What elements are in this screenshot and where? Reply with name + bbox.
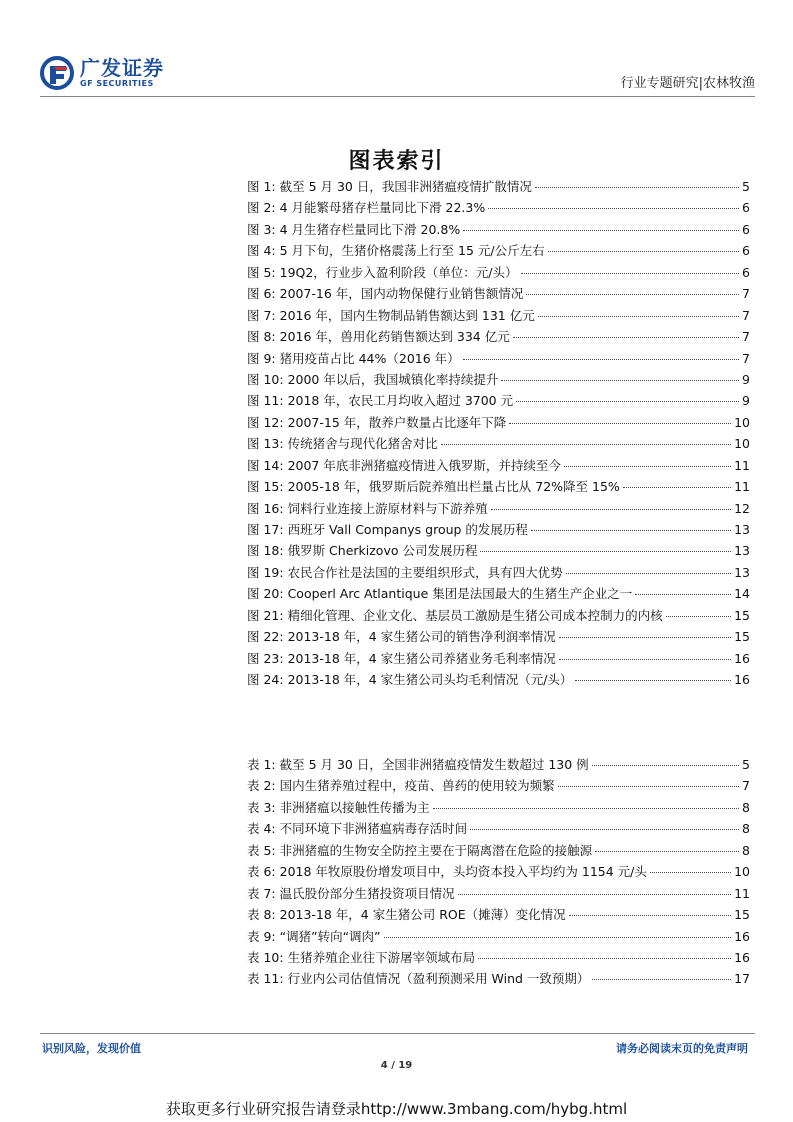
figure-entry-page: 9 — [742, 371, 750, 387]
figure-entry[interactable] — [247, 456, 750, 477]
dot-leader — [592, 979, 731, 980]
dot-leader — [635, 594, 731, 595]
table-entry-page: 8 — [742, 821, 750, 837]
figure-entry-title: 图 7: 2016 年，国内生物制品销售额达到 131 亿元 — [247, 307, 535, 323]
table-entry[interactable] — [247, 819, 750, 840]
footer-slogan: 识别风险，发现价值 — [42, 1042, 141, 1055]
figure-entry-page: 5 — [742, 179, 750, 194]
dot-leader — [538, 316, 739, 317]
figure-entry[interactable] — [247, 391, 750, 412]
figure-entry-page: 10 — [734, 436, 750, 452]
table-entry-title: 表 4: 不同环境下非洲猪瘟病毒存活时间 — [247, 821, 468, 837]
figure-entry[interactable] — [247, 670, 750, 691]
dot-leader — [516, 401, 739, 402]
dot-leader — [501, 380, 739, 381]
figure-entry-title: 图 11: 2018 年，农民工月均收入超过 3700 元 — [247, 393, 514, 409]
figure-entry[interactable] — [247, 263, 750, 284]
figure-entry[interactable] — [247, 370, 750, 391]
dot-leader — [535, 187, 739, 188]
table-entry-page: 11 — [734, 885, 750, 901]
table-entry[interactable] — [247, 841, 750, 862]
dot-leader — [650, 872, 731, 873]
figure-entry-page: 10 — [734, 414, 750, 430]
dot-leader — [558, 786, 739, 787]
table-entry-title: 表 5: 非洲猪瘟的生物安全防控主要在于隔离潜在危险的接触源 — [247, 842, 593, 858]
figure-entry-page: 7 — [742, 286, 750, 302]
figure-entry-title: 图 18: 俄罗斯 Cherkizovo 公司发展历程 — [247, 543, 478, 559]
figure-entry-page: 15 — [734, 607, 750, 623]
table-entry-title: 表 6: 2018 年牧原股份增发项目中，头均资本投入平均约为 1154 元/头 — [247, 864, 647, 880]
dot-leader — [559, 659, 731, 660]
dot-leader — [526, 294, 739, 295]
footer-divider — [40, 1033, 755, 1034]
table-entry[interactable] — [247, 776, 750, 797]
figure-entry-page: 7 — [742, 329, 750, 345]
dot-leader — [595, 851, 739, 852]
figure-entry-title: 图 17: 西班牙 Vall Companys group 的发展历程 — [247, 522, 528, 537]
dot-leader — [488, 208, 739, 209]
figure-entry[interactable] — [247, 177, 750, 198]
table-entry-page: 16 — [734, 928, 750, 944]
figure-entry-title: 图 10: 2000 年以后，我国城镇化率持续提升 — [247, 371, 499, 387]
dot-leader — [433, 808, 739, 809]
figure-entry-page: 7 — [742, 350, 750, 366]
table-entry-title: 表 7: 温氏股份部分生猪投资项目情况 — [247, 885, 455, 901]
dot-leader — [513, 337, 739, 338]
figure-entry[interactable] — [247, 327, 750, 348]
figure-entry[interactable] — [247, 198, 750, 219]
page-header — [40, 52, 755, 96]
table-entry[interactable] — [247, 755, 750, 776]
figure-entry[interactable] — [247, 541, 750, 562]
dot-leader — [463, 359, 739, 360]
figure-entry-page: 14 — [734, 586, 750, 602]
figure-entry-title: 图 6: 2007-16 年，国内动物保健行业销售额情况 — [247, 286, 524, 302]
dot-leader — [521, 273, 740, 274]
figure-entry-page: 13 — [734, 522, 750, 537]
header-divider — [40, 96, 755, 97]
figure-entry-page: 11 — [734, 479, 750, 495]
table-entry-page: 10 — [734, 864, 750, 880]
figure-entry-page: 13 — [734, 564, 750, 580]
figure-entry[interactable] — [247, 606, 750, 627]
table-entry[interactable] — [247, 927, 750, 948]
figure-entry[interactable] — [247, 649, 750, 670]
dot-leader — [463, 230, 739, 231]
table-entry[interactable] — [247, 798, 750, 819]
figure-entry-page: 13 — [734, 543, 750, 559]
figure-entry[interactable] — [247, 434, 750, 455]
figure-entry-title: 图 21: 精细化管理、企业文化、基层员工激励是生猪公司成本控制力的内核 — [247, 607, 663, 623]
figure-entry-title: 图 15: 2005-18 年，俄罗斯后院养殖出栏量占比从 72%降至 15% — [247, 479, 620, 495]
figure-entry-title: 图 22: 2013-18 年，4 家生猪公司的销售净利润率情况 — [247, 629, 556, 645]
dot-leader — [666, 616, 732, 617]
table-entry-title: 表 9: “调猪”转向“调肉” — [247, 928, 381, 944]
figure-entry[interactable] — [247, 477, 750, 498]
logo-chinese-name: 广发证券 — [80, 56, 164, 80]
figure-entry-title: 图 5: 19Q2，行业步入盈利阶段（单位：元/头） — [247, 264, 518, 280]
dot-leader — [441, 444, 732, 445]
logo-english-name: GF SECURITIES — [80, 79, 154, 88]
figure-entry-title: 图 3: 4 月生猪存栏量同比下滑 20.8% — [247, 221, 461, 237]
figure-entry[interactable] — [247, 499, 750, 520]
figure-entry[interactable] — [247, 220, 750, 241]
figure-entry-title: 图 1: 截至 5 月 30 日，我国非洲猪瘟疫情扩散情况 — [247, 179, 532, 194]
figure-entry[interactable] — [247, 349, 750, 370]
figure-entry[interactable] — [247, 284, 750, 305]
dot-leader — [531, 530, 731, 531]
table-index-list — [247, 755, 750, 991]
table-entry-title: 表 2: 国内生猪养殖过程中，疫苗、兽药的使用较为频繁 — [247, 778, 555, 794]
dot-leader — [384, 937, 732, 938]
figure-entry-page: 6 — [742, 200, 750, 216]
dot-leader — [478, 958, 731, 959]
dot-leader — [470, 829, 739, 830]
table-entry-page: 8 — [742, 799, 750, 815]
figure-entry-title: 图 4: 5 月下旬，生猪价格震荡上行至 15 元/公斤左右 — [247, 243, 545, 259]
figure-entry[interactable] — [247, 563, 750, 584]
figure-entry-page: 16 — [734, 650, 750, 666]
dot-leader — [548, 251, 739, 252]
figure-entry[interactable] — [247, 627, 750, 648]
figure-entry-page: 6 — [742, 264, 750, 280]
table-entry-title: 表 3: 非洲猪瘟以接触性传播为主 — [247, 799, 430, 815]
table-entry[interactable] — [247, 969, 750, 990]
figure-entry-title: 图 13: 传统猪舍与现代化猪舍对比 — [247, 436, 438, 452]
figure-entry-page: 12 — [734, 500, 750, 516]
table-entry-title: 表 1: 截至 5 月 30 日，全国非洲猪瘟疫情发生数超过 130 例 — [247, 757, 589, 772]
figure-entry-title: 图 12: 2007-15 年，散养户数量占比逐年下降 — [247, 414, 507, 430]
table-entry-page: 16 — [734, 949, 750, 965]
figure-entry-title: 图 16: 饲料行业连接上游原材料与下游养殖 — [247, 500, 488, 516]
table-entry[interactable] — [247, 884, 750, 905]
figure-entry-page: 16 — [734, 672, 750, 688]
figure-entry-title: 图 14: 2007 年底非洲猪瘟疫情进入俄罗斯，并持续至今 — [247, 457, 561, 473]
report-category: 行业专题研究|农林牧渔 — [620, 76, 755, 91]
dot-leader — [491, 509, 732, 510]
figure-entry[interactable] — [247, 413, 750, 434]
watermark-text: 获取更多行业研究报告请登录http://www.3mbang.com/hybg.html — [165, 1100, 628, 1118]
table-entry-page: 17 — [734, 971, 750, 987]
figure-entry-title: 图 9: 猪用疫苗占比 44%（2016 年） — [247, 350, 460, 366]
dot-leader — [575, 680, 731, 681]
dot-leader — [592, 765, 739, 766]
table-entry-page: 5 — [742, 757, 750, 772]
figure-entry-title: 图 23: 2013-18 年，4 家生猪公司养猪业务毛利率情况 — [247, 650, 556, 666]
figure-entry-title: 图 24: 2013-18 年，4 家生猪公司头均毛利情况（元/头） — [247, 672, 573, 688]
table-entry[interactable] — [247, 862, 750, 883]
dot-leader — [569, 915, 731, 916]
page-number: 4 / 19 — [380, 1060, 413, 1071]
dot-leader — [480, 551, 731, 552]
figure-entry-page: 6 — [742, 243, 750, 259]
figure-entry-title: 图 2: 4 月能繁母猪存栏量同比下滑 22.3% — [247, 200, 486, 216]
figure-entry-title: 图 19: 农民合作社是法国的主要组织形式，具有四大优势 — [247, 564, 563, 580]
footer-disclaimer-note: 请务必阅读末页的免责声明 — [616, 1042, 748, 1055]
table-entry-title: 表 10: 生猪养殖企业往下游屠宰领域布局 — [247, 949, 476, 965]
figure-entry[interactable] — [247, 306, 750, 327]
dot-leader — [564, 466, 731, 467]
table-entry[interactable] — [247, 905, 750, 926]
figure-index-list — [247, 177, 750, 692]
table-entry-page: 15 — [734, 907, 750, 923]
dot-leader — [509, 423, 731, 424]
figure-entry-title: 图 20: Cooperl Arc Atlantique 集团是法国最大的生猪生产企业之一 — [247, 586, 633, 602]
table-entry-page: 7 — [742, 778, 750, 794]
dot-leader — [566, 573, 732, 574]
figure-entry-page: 9 — [742, 393, 750, 409]
figure-entry-title: 图 8: 2016 年，兽用化药销售额达到 334 亿元 — [247, 329, 510, 345]
figure-entry-page: 7 — [742, 307, 750, 323]
dot-leader — [559, 637, 731, 638]
dot-leader — [458, 894, 731, 895]
figure-entry-page: 6 — [742, 221, 750, 237]
dot-leader — [623, 487, 731, 488]
figure-entry[interactable] — [247, 241, 750, 262]
company-logo — [40, 56, 164, 90]
figure-entry[interactable] — [247, 584, 750, 605]
figure-entry-page: 11 — [734, 457, 750, 473]
table-entry-page: 8 — [742, 842, 750, 858]
table-entry[interactable] — [247, 948, 750, 969]
table-entry-title: 表 8: 2013-18 年，4 家生猪公司 ROE（摊薄）变化情况 — [247, 907, 566, 923]
figure-entry-page: 15 — [734, 629, 750, 645]
page-title: 图表索引 — [348, 148, 445, 174]
figure-entry[interactable] — [247, 520, 750, 541]
gf-logo-icon — [40, 56, 74, 90]
table-entry-title: 表 11: 行业内公司估值情况（盈利预测采用 Wind 一致预期） — [247, 971, 590, 987]
